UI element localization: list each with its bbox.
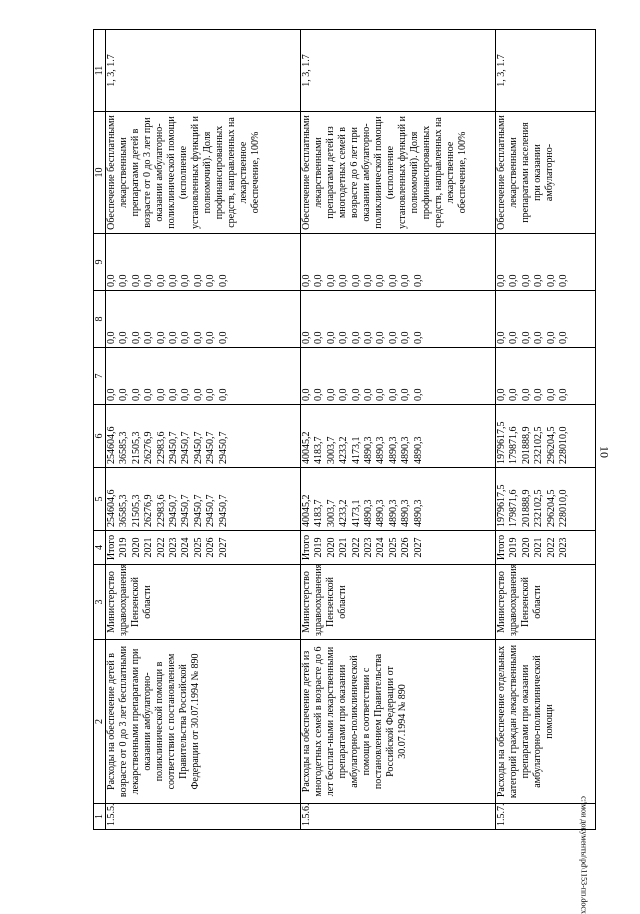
cell-value: 0,0 — [130, 388, 142, 401]
cell-value: 4890,3 — [387, 499, 399, 527]
cell-value: 0,0 — [545, 388, 557, 401]
cell-value: 0,0 — [558, 274, 570, 287]
cell-value: 29450,7 — [180, 494, 192, 527]
cell-value: 4183,7 — [313, 436, 325, 464]
row-col9 — [106, 234, 301, 291]
cell-value: 0,0 — [533, 388, 545, 401]
cell-value: 21505,3 — [130, 431, 142, 464]
cell-value: 0,0 — [143, 388, 155, 401]
col-header: 10 — [94, 112, 106, 234]
cell-value: 2021 — [143, 537, 155, 558]
row-id: 1.5.7. — [496, 804, 596, 830]
cell-value: 254604,6 — [106, 426, 117, 464]
cell-value: 2024 — [180, 537, 192, 558]
cell-value: 4890,3 — [375, 499, 387, 527]
cell-value: 0,0 — [118, 331, 130, 344]
cell-value: 201888,9 — [520, 426, 532, 464]
cell-value: 22983,6 — [155, 431, 167, 464]
cell-value: 0,0 — [496, 274, 507, 287]
cell-value: 254604,6 — [106, 489, 117, 527]
cell-value: 2023 — [168, 537, 180, 558]
cell-value: 0,0 — [325, 388, 337, 401]
col-header: 8 — [94, 291, 106, 348]
row-col6 — [106, 405, 301, 468]
cell-value: 2023 — [363, 537, 375, 558]
row-description: Расходы на обеспечение детей в возрасте от 0 до 3 лет бесплатными лекарственными препаратами при оказании амбулаторно-поликлинической помощи в соответствии с постановлением Правительства Российской Федерации от 30.07.1994 № 890 — [106, 640, 301, 804]
cell-value: 0,0 — [205, 274, 217, 287]
cell-value: 29450,7 — [192, 494, 204, 527]
row-refs: 1, 3, 1.7 — [301, 30, 496, 112]
cell-value: 179871,6 — [508, 489, 520, 527]
cell-value: 4890,3 — [400, 436, 412, 464]
cell-value: 2019 — [118, 537, 130, 558]
cell-value: 0,0 — [130, 331, 142, 344]
cell-value: 0,0 — [412, 388, 424, 401]
cell-value: 228010,0 — [558, 489, 570, 527]
cell-value: 0,0 — [387, 274, 399, 287]
cell-value: 29450,7 — [217, 494, 229, 527]
cell-value: 3003,7 — [325, 499, 337, 527]
cell-value: 2021 — [338, 537, 350, 558]
row-col7 — [496, 348, 596, 405]
cell-value: 2025 — [387, 537, 399, 558]
cell-value: 0,0 — [301, 331, 312, 344]
cell-value: 0,0 — [375, 388, 387, 401]
cell-value: 4890,3 — [363, 499, 375, 527]
cell-value: 0,0 — [313, 274, 325, 287]
row-col7 — [106, 348, 301, 405]
row-indicator: Обеспечение бесплатными лекарственными препаратами детей из многодетных семей в возрасте до 6 лет при оказании амбулаторно-поликлинической помощи (исполнение установленных функций и полномочий). Доля профинансированных средств, направленных на лекарственное обеспечение, 100% — [301, 112, 496, 234]
cell-value: Итого — [496, 534, 507, 561]
cell-value: 0,0 — [155, 331, 167, 344]
header-row — [94, 30, 106, 830]
cell-value: 0,0 — [508, 331, 520, 344]
cell-value: 0,0 — [205, 331, 217, 344]
cell-value: 4173,1 — [350, 499, 362, 527]
cell-value: Итого — [106, 534, 117, 561]
table-row — [496, 30, 596, 830]
cell-value: 0,0 — [325, 331, 337, 344]
cell-value: 29450,7 — [168, 431, 180, 464]
cell-value: 0,0 — [155, 388, 167, 401]
cell-value: 0,0 — [400, 274, 412, 287]
col-header: 4 — [94, 531, 106, 565]
row-col8 — [496, 291, 596, 348]
cell-value: 0,0 — [496, 388, 507, 401]
page-number: 10 — [597, 446, 612, 458]
cell-value: 0,0 — [168, 331, 180, 344]
cell-value: 0,0 — [545, 274, 557, 287]
cell-value: 29450,7 — [180, 431, 192, 464]
cell-value: 29450,7 — [205, 494, 217, 527]
cell-value: 4890,3 — [375, 436, 387, 464]
cell-value: 0,0 — [205, 388, 217, 401]
rotated-page — [93, 30, 583, 830]
cell-value: 0,0 — [118, 388, 130, 401]
cell-value: 0,0 — [545, 331, 557, 344]
cell-value: 0,0 — [387, 388, 399, 401]
cell-value: 0,0 — [520, 388, 532, 401]
cell-value: 296204,5 — [545, 489, 557, 527]
cell-value: 179871,6 — [508, 426, 520, 464]
cell-value: 0,0 — [217, 388, 229, 401]
cell-value: 2019 — [313, 537, 325, 558]
cell-value: 0,0 — [508, 274, 520, 287]
cell-value: 0,0 — [143, 331, 155, 344]
row-col8 — [301, 291, 496, 348]
row-executor: Министерство здравоохранения Пензенской области — [496, 565, 596, 640]
row-description: Расходы на обеспечение отдельных категорий граждан лекарственными препаратами при оказании амбулаторно-поликлинической помощи — [496, 640, 596, 804]
row-col9 — [496, 234, 596, 291]
cell-value: 0,0 — [313, 331, 325, 344]
cell-value: 0,0 — [558, 331, 570, 344]
cell-value: 3003,7 — [325, 436, 337, 464]
cell-value: 29450,7 — [205, 431, 217, 464]
cell-value: 0,0 — [301, 274, 312, 287]
row-id: 1.5.5. — [106, 804, 301, 830]
row-refs: 1, 3, 1.7 — [496, 30, 596, 112]
cell-value: 0,0 — [496, 331, 507, 344]
row-years — [496, 531, 596, 565]
cell-value: 0,0 — [533, 274, 545, 287]
cell-value: 232102,5 — [533, 489, 545, 527]
cell-value: 0,0 — [217, 331, 229, 344]
cell-value: 4183,7 — [313, 499, 325, 527]
col-header: 5 — [94, 468, 106, 531]
cell-value: 0,0 — [130, 274, 142, 287]
row-col6 — [301, 405, 496, 468]
cell-value: 201888,9 — [520, 489, 532, 527]
cell-value: 0,0 — [350, 274, 362, 287]
cell-value: 0,0 — [400, 331, 412, 344]
row-years — [106, 531, 301, 565]
cell-value: 0,0 — [508, 388, 520, 401]
cell-value: 0,0 — [217, 274, 229, 287]
cell-value: 0,0 — [192, 388, 204, 401]
cell-value: 29450,7 — [192, 431, 204, 464]
cell-value: 0,0 — [363, 388, 375, 401]
cell-value: 36585,3 — [118, 494, 130, 527]
cell-value: 4890,3 — [363, 436, 375, 464]
cell-value: 0,0 — [168, 388, 180, 401]
cell-value: 0,0 — [106, 274, 117, 287]
row-col8 — [106, 291, 301, 348]
cell-value: 0,0 — [350, 388, 362, 401]
cell-value: 29450,7 — [168, 494, 180, 527]
col-header: 6 — [94, 405, 106, 468]
row-col9 — [301, 234, 496, 291]
cell-value: 0,0 — [325, 274, 337, 287]
cell-value: 4890,3 — [412, 436, 424, 464]
cell-value: 2020 — [130, 537, 142, 558]
cell-value: 0,0 — [533, 331, 545, 344]
cell-value: 2023 — [558, 537, 570, 558]
cell-value: 2027 — [217, 537, 229, 558]
cell-value: 1979617,5 — [496, 421, 507, 464]
cell-value: 0,0 — [520, 331, 532, 344]
row-executor: Министерство здравоохранения Пензенской области — [301, 565, 496, 640]
cell-value: 4173,1 — [350, 436, 362, 464]
row-col5 — [301, 468, 496, 531]
col-header: 11 — [94, 30, 106, 112]
cell-value: 0,0 — [363, 274, 375, 287]
cell-value: 0,0 — [168, 274, 180, 287]
col-header: 2 — [94, 640, 106, 804]
cell-value: 2022 — [350, 537, 362, 558]
col-header: 1 — [94, 804, 106, 830]
row-executor: Министерство здравоохранения Пензенской области — [106, 565, 301, 640]
cell-value: 0,0 — [412, 331, 424, 344]
cell-value: 296204,5 — [545, 426, 557, 464]
footer-file-path: c:\мои документы\pd\1153-пп.docx — [579, 796, 589, 914]
program-table — [93, 29, 596, 830]
cell-value: 36585,3 — [118, 431, 130, 464]
cell-value: 0,0 — [118, 274, 130, 287]
row-refs: 1, 3, 1.7 — [106, 30, 301, 112]
cell-value: 0,0 — [155, 274, 167, 287]
cell-value: 2020 — [325, 537, 337, 558]
cell-value: 0,0 — [375, 331, 387, 344]
cell-value: 4233,2 — [338, 436, 350, 464]
cell-value: 2022 — [545, 537, 557, 558]
cell-value: 0,0 — [301, 388, 312, 401]
row-years — [301, 531, 496, 565]
cell-value: 0,0 — [192, 331, 204, 344]
cell-value: 2022 — [155, 537, 167, 558]
cell-value: 2024 — [375, 537, 387, 558]
cell-value: 21505,3 — [130, 494, 142, 527]
cell-value: 40045,2 — [301, 494, 312, 527]
cell-value: Итого — [301, 534, 312, 561]
col-header: 9 — [94, 234, 106, 291]
cell-value: 0,0 — [363, 331, 375, 344]
cell-value: 0,0 — [412, 274, 424, 287]
cell-value: 0,0 — [375, 274, 387, 287]
cell-value: 0,0 — [106, 331, 117, 344]
cell-value: 0,0 — [143, 274, 155, 287]
cell-value: 0,0 — [558, 388, 570, 401]
cell-value: 0,0 — [338, 388, 350, 401]
cell-value: 0,0 — [192, 274, 204, 287]
cell-value: 228010,0 — [558, 426, 570, 464]
row-col7 — [301, 348, 496, 405]
cell-value: 2021 — [533, 537, 545, 558]
cell-value: 26276,9 — [143, 494, 155, 527]
row-description: Расходы на обеспечение детей из многодетных семей в возрасте до 6 лет бесплат-ными лекарственными препаратами при оказании амбулаторно-поликлинической помощи в соответствии с постановлением Правительства Российской Федерации от 30.07.1994 № 890 — [301, 640, 496, 804]
row-indicator: Обеспечение бесплатными лекарственными препаратами детей в возрасте от 0 до 3 лет при оказании амбулаторно-поликлинической помощи (исполнение установленных функций и полномочий). Доля профинансированных средств, направленных на лекарственное обеспечение, 100% — [106, 112, 301, 234]
cell-value: 0,0 — [180, 388, 192, 401]
row-col6 — [496, 405, 596, 468]
cell-value: 232102,5 — [533, 426, 545, 464]
cell-value: 40045,2 — [301, 431, 312, 464]
row-col5 — [496, 468, 596, 531]
cell-value: 4890,3 — [412, 499, 424, 527]
cell-value: 2019 — [508, 537, 520, 558]
row-indicator: Обеспечение бесплатными лекарственными препаратами населения при оказании амбулаторно- — [496, 112, 596, 234]
cell-value: 4890,3 — [387, 436, 399, 464]
cell-value: 0,0 — [180, 331, 192, 344]
cell-value: 0,0 — [338, 274, 350, 287]
cell-value: 0,0 — [338, 331, 350, 344]
cell-value: 1979617,5 — [496, 484, 507, 527]
col-header: 7 — [94, 348, 106, 405]
cell-value: 2027 — [412, 537, 424, 558]
row-id: 1.5.6. — [301, 804, 496, 830]
cell-value: 0,0 — [313, 388, 325, 401]
cell-value: 22983,6 — [155, 494, 167, 527]
cell-value: 0,0 — [106, 388, 117, 401]
cell-value: 0,0 — [520, 274, 532, 287]
cell-value: 0,0 — [180, 274, 192, 287]
cell-value: 0,0 — [350, 331, 362, 344]
table-row — [301, 30, 496, 830]
cell-value: 2026 — [205, 537, 217, 558]
cell-value: 2020 — [520, 537, 532, 558]
cell-value: 29450,7 — [217, 431, 229, 464]
table-row — [106, 30, 301, 830]
cell-value: 0,0 — [400, 388, 412, 401]
col-header: 3 — [94, 565, 106, 640]
cell-value: 2025 — [192, 537, 204, 558]
row-col5 — [106, 468, 301, 531]
cell-value: 2026 — [400, 537, 412, 558]
cell-value: 26276,9 — [143, 431, 155, 464]
cell-value: 4233,2 — [338, 499, 350, 527]
cell-value: 4890,3 — [400, 499, 412, 527]
cell-value: 0,0 — [387, 331, 399, 344]
